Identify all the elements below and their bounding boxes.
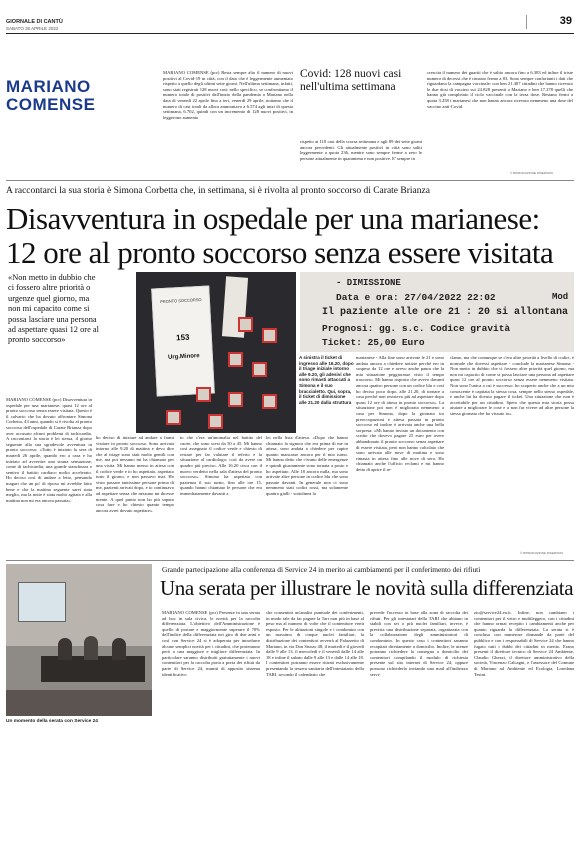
main-rule	[6, 560, 574, 561]
second-article-col2: che consentirà un'analisi puntuale dei conferimenti, in modo tale da far pagare la Tari non più in base al peso ma al numero di volte che il contenitore verrà esposto. Per le abitazioni singole e i condomini con un massimo di cinque nuclei familiari, la distribuzione dei contenitori avverrà al Palazzetto di Mariano, in via Don Sturzo 48, il martedì e il giovedì dalle 9 alle 13, il mercoledì e il venerdì dalle 14 alle 18 e infine il sabato dalle 9 alle 13 e dalle 14 alle 18. I contenitori potranno essere ritirati esclusivamente presentando la tessera sanitaria dell'intestatario della TARI, secondo il calendario che	[266, 610, 364, 677]
main-kicker: A raccontarci la sua storia è Simona Corbetta che, in settimana, si è rivolta al pronto soccorso di Carate Brianza	[6, 186, 430, 196]
covid-article-col3: crescita il numero dei guariti che è salito ancora fino a 6.383 ed infine il triste numero di decessi che è rimasto fermo a 83. Sono sempre confortanti i dati che riguardano la campagna vaccinale: con ben 21.407 cittadini che hanno ricevuto le due dosi di vaccino sui 24.828 presenti a Mariano e ben 17.278 quelli che hanno già completato il ciclo vaccinale con la terza dose. Restano fermi a quota 3.258 i marianesi che non hanno ancora ricevuto nemmeno una dose del vaccino anti-Covid.	[427, 70, 573, 109]
page-number: 39	[559, 15, 572, 27]
discharge-ticket-prognosis: Prognosi: gg. s.c. Codice gravità	[322, 323, 511, 334]
section-label	[6, 78, 146, 114]
main-article-col6: clamo, ma che comunque se c'era altre priorità a livello di codici, è normale che dovessi aspettare - conclude la marianese Simona - Non metto in dubbio che ci fossero altre priorità quel giorno, ma non mi capacito di come si possa lasciare una persona ad aspettare quasi 12 ore al pronto soccorso senza essere nemmeno visitata. Non sono l'unica a cui è successo: ho scoperto anche che a un mio conoscente è capitata la stessa cosa, sempre nello stesso ospedale, e anche lui ha dovuto pagare il ticket. Una situazione che non è accettabile per un cittadino. Spero che questa mia storia possa aiutare a migliorare le cose e a non far vivere ad altre persone la stessa giornata che ho vissuto io».	[450, 355, 574, 416]
ticket-photo	[136, 272, 296, 433]
main-headline-line2: 12 ore al pronto soccorso senza essere visitata	[6, 235, 554, 270]
main-article-col2: ho deciso di iniziare ad andare a farmi visitare in pronto soccorso. Sono arrivata intorno alle 9.20 di mattina e devo dire che al triage sono stati molto gentili con me, ma poi nessuno mi ha chiamato per una visita. Mi hanno messo in attesa con il codice verde e io ho aspettato, aspettato tutto il giorno, e non passavo mai. Ho visto passare tantissime persone prima di me, pazienti arrivati dopo, e io continuavo ad aspettare senza che nessuno mi dicesse niente. A quel punto non ho più saputo cosa fare e ho chiesto quanto tempo ancora avrei dovuto aspettare».	[96, 435, 174, 513]
sticker-5	[196, 387, 211, 402]
covid-title: Covid: 128 nuovi casi nell'ultima settimana	[300, 68, 402, 93]
event-photo-audience	[6, 690, 152, 716]
covid-article-col2: rispetto ai 110 casi della scorsa settimana e agli 89 dei sette giorni ancora precedenti. Gli attualmente positivi in città sono saliti leggermente a quota 236, mentre sono sempre ferme a zero le persone attualmente in quarantena e non positive. E' sempre in	[300, 139, 422, 161]
section-label-line2: COMENSE	[6, 95, 96, 114]
second-headline: Una serata per illustrare le novità sulla differenziata	[160, 576, 574, 600]
event-photo-caption: Un momento della serata con Service 24	[6, 719, 98, 724]
ticket-entry-title: PRONTO SOCCORSO	[160, 296, 202, 305]
sticker-6	[228, 392, 243, 407]
sticker-4	[252, 362, 267, 377]
paper-name: GIORNALE DI CANTÙ	[6, 19, 63, 25]
ticket-entry-number: 153	[175, 332, 190, 343]
event-photo-person-3	[112, 638, 126, 660]
ticket-entry	[151, 286, 215, 397]
sticker-7	[262, 394, 277, 409]
discharge-ticket-header: - DIMISSIONE	[336, 278, 401, 288]
second-kicker: Grande partecipazione alla conferenza di Service 24 in merito ai cambiamenti per il conferimento dei rifiuti	[162, 565, 481, 574]
discharge-ticket-time: Il paziente alle ore 21 : 20 si allontana	[322, 307, 569, 318]
discharge-ticket-photo	[300, 272, 574, 352]
sticker-9	[208, 414, 223, 429]
main-credit: © RIPRODUZIONE RISERVATA	[520, 551, 564, 555]
issue-date: SABATO 30 APRILE 2022	[6, 26, 59, 31]
main-article-col5: marianese - Alla fine sono arrivate le 21 e sono andata ancora a chiedere notizie perché ero in sospeso da 12 ore e avevo anche paura che la mia situazione peggiorasse visto il tempo trascorso. Mi hanno risposto che avevo davanti ancora quattro persone con un codice blu e così ho deciso poco dopo, alle 21.20, di tornare a casa perché non resistevo più ad aspettare dopo quasi 12 ore di attesa in pronto soccorso». La situazione poi non è migliorata nemmeno a casa per Simona, dopo la giornata tra preoccupazioni e attesa passata in pronto soccorso ed inoltre è arrivata anche una bella sorpresa: «Mi hanno inviato un documento con scritto che dovevo pagare 25 euro per avere abbandonato il pronto soccorso senza aspettare di essere visitata, però non hanno calcolato che sono arrivata alle nove di mattina e sono rimasta in attesa fino alle nove di sera. Ho chiamato anche l'ufficio reclami e mi hanno detto di aprire il re-	[356, 355, 444, 472]
discharge-ticket-side: Mod	[552, 292, 569, 302]
event-photo	[6, 564, 152, 716]
second-article-col4: zio@service24.eu.it. Infine, non cambiano i contenitori per il vetro e multileggero, con i cittadini che hanno ormai recepito i cambiamenti anche per quanto riguarda la differenziata. La serata si è conclusa con numerose domande da parte del pubblico e con i responsabili di Service 24 che hanno fugato tutti i dubbi dei cittadini in merito. Erano presenti il direttore tecnico di Service 24 Ambiente, Claudio Ghezzi, il direttore amministrativo della società, Vincenzo Calcagni, e l'assessore del Comune di Mariano ad Ambiente ed Ecologia, Loredana Tesini.	[474, 610, 574, 677]
main-article-col1: MARIANO COMENSE (pcr) Disavventura in ospedale per una marianese: quasi 12 ore al pronto soccorso senza essere visitata. Questo è il calvario che ha dovuto affrontare Simona Corbetta, 43 anni, quando si è rivolta al pronto soccorso dell'ospedale di Carate Brianza dopo aver accusato alcuni problemi di tachicardia. A raccontarci la storia è lei stessa, il giorno seguente alla sua sgradevole avventura in pronto soccorso: «Tutto è iniziato la sera di martedì 26 aprile, quando ero a casa e ho iniziato ad avvertire una strana sensazione, come di tachicardia, una grande stanchezza e sentivo il battito cardiaco molto accelerato. Ho deciso così di andare a letto, pensando magari che un po' di riposo mi avrebbe fatto bene e che la mattina seguente sarei stata meglio, ma la notte è stata molto agitata e alla mattina non mi era ancora passata».	[6, 397, 92, 503]
main-headline-line1: Disavventura in ospedale per una marianese:	[6, 201, 540, 236]
main-article-col4: lei nella lista d'attesa. «Dopo che hanno chiamato la signora che era prima di me in attesa, sono andata a chiedere per capire quanto mancasse ancora per il mio turno. Mi hanno detto che c'erano delle emergenze e quindi giustamente sono tornata a posto e ho aspettato. Alle 18 ancora nulla, ma sono arrivate altre persone in codice blu che sono passate davanti. In generale non ci sono nemmeno stati codici rossi, ma solamente quattro gialli - sottolinea la	[266, 435, 348, 496]
page-number-divider	[526, 15, 527, 29]
covid-credit: © RIPRODUZIONE RISERVATA	[510, 171, 554, 175]
sticker-3	[228, 352, 243, 367]
covid-rule	[6, 180, 574, 181]
sticker-1	[238, 317, 253, 332]
section-label-line1: MARIANO	[6, 77, 91, 96]
second-article-col3: prevede l'accesso in base alla zona di raccolta dei rifiuti. Per gli intestatari della TARI che abitano in stabili con sei o più nuclei familiari, invece, è prevista una distribuzione separata, organizzata con la collaborazione degli amministratori di condominio. In questo caso i contenitori saranno recapitati direttamente a domicilio. Inoltre, le utenze potranno richiedere la consegna a domicilio dei contenitori compilando il modulo di richiesta presente sul sito internet di Service 24, oppure possono richiederlo inviando una mail all'indirizzo servi-	[370, 610, 468, 677]
covid-article-col1: MARIANO COMENSE (pcr) Resta sempre alto il numero di nuovi positivi al Covid-19 in città, con il dato che è leggermente aumentato rispetto a quello degli ultimi sette giorni. Nell'ultima settimana, infatti, sono stati registrati 128 nuovi casi: nello specifico, se confrontiamo il numero totale di positivi dall'inizio della pandemia a Mariano nella data di venerdì 22 aprile fino a ieri, venerdì 29 aprile, notiamo che il numero di casi totali da allora ammontava a 6.574 agli inizi di questa settimana, 6.702, quindi con un incremento di 128 nuovi positivi, in leggerono aumento	[163, 70, 293, 120]
photo-caption: A sinistra il ticket di ingresso alle 16.20, dopo il triage iniziale intorno alle 9.20, gli adesivi che sono rimasti attaccati a Simona e il suo braccialetto. Qui, sopra, il ticket di dimissione alle 21.20 dalla struttura	[299, 355, 354, 405]
second-article-col1: MARIANO COMENSE (pcr) Presente in una serata ad hoc in sala civica, le novità per la raccolta differenziata. L'obiettivo dell'Amministrazione è quello di portare e maggiormente superare il 70% dell'indice della differenziata nei giro di due anni e così con Service 24 si è adoperata per introdurre alcune semplici novità per i cittadini, che porteranno però a una maggiore e migliore differenziata. In particolare saranno distribuiti gratuitamente i nuovi contenitori per la raccolta porta a porta dei rifiuti da parte di Service 24, muniti di apposito sistema identificativo	[162, 610, 260, 677]
sticker-8	[166, 410, 181, 425]
header-rule	[6, 33, 574, 34]
event-photo-screen	[18, 582, 66, 622]
pull-quote: «Non metto in dubbio che ci fossero altre priorità o urgenze quel giorno, ma non mi capacito come si possa lasciare una persona ad aspettare quasi 12 ore al pronto soccorso»	[8, 273, 99, 345]
event-photo-person-1	[58, 638, 72, 660]
discharge-ticket-amount: Ticket: 25,00 Euro	[322, 337, 425, 348]
event-photo-person-2	[84, 636, 98, 660]
sticker-2	[262, 328, 277, 343]
discharge-ticket-date: Data e ora: 27/04/2022 22:02	[336, 292, 496, 303]
main-article-col3: to che c'era un'anomalia nel battito del cuore, che sono scesi da 50 a 45. Mi hanno così assegnato il codice verde e chiesto di restare per far valutare il referto e la situazione al cardiologo; così da avere un quadro più preciso. Alle 16.20 circa con il nuovo verdetto nella sala d'attesa del pronto soccorso». Simona ha aspettato con pazienza il suo turno, fino alle ore 15, quando hanno chiamato le persone che era immediatamente davanti a	[180, 435, 262, 496]
ticket-entry-label: Urg.Minore	[167, 353, 200, 361]
